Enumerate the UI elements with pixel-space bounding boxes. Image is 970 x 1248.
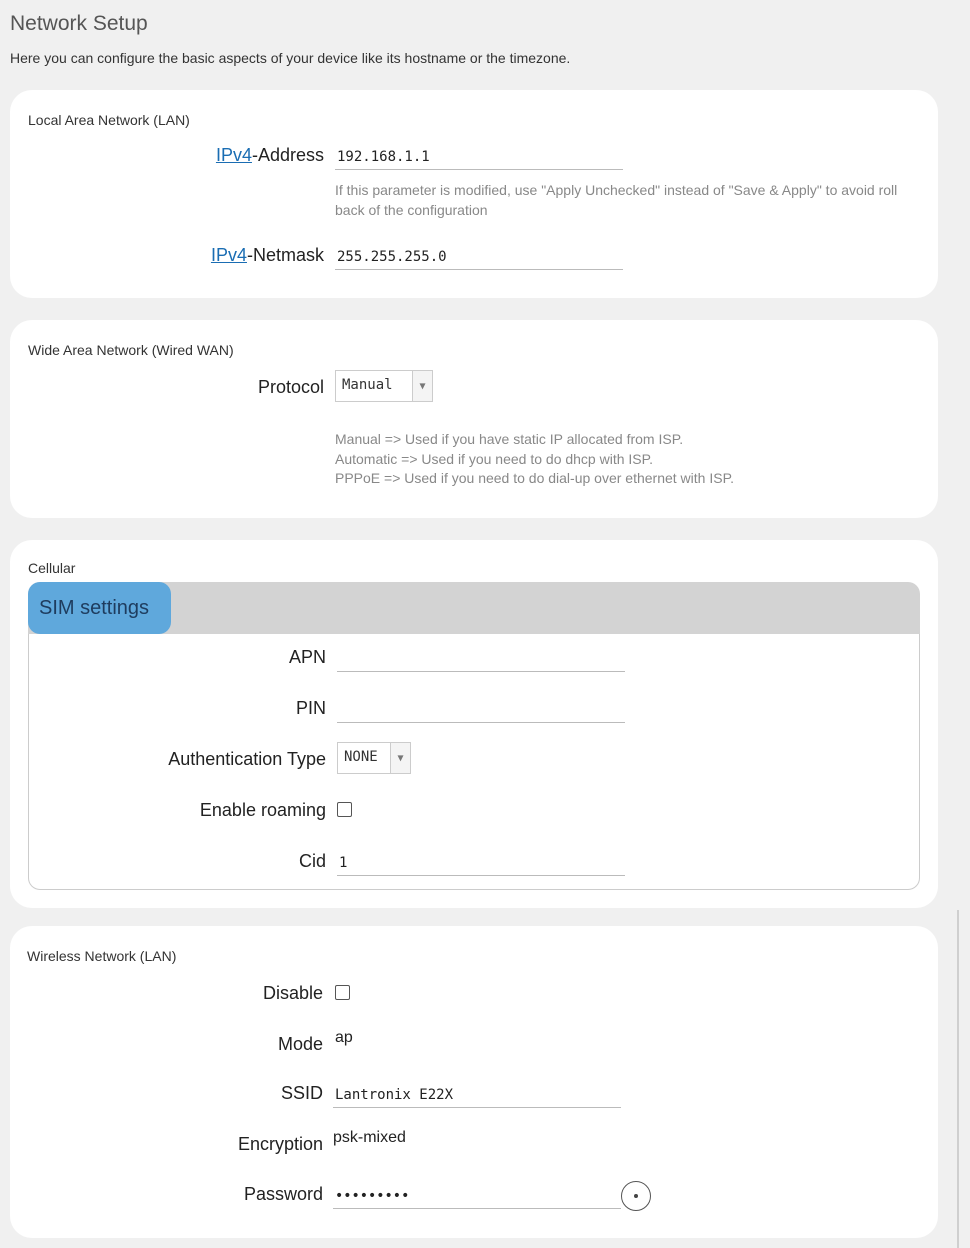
ipv4-address-row: [10, 140, 938, 170]
wan-card-title: Wide Area Network (Wired WAN): [28, 342, 234, 358]
cellular-tab-bar: [28, 582, 920, 634]
roaming-row: [10, 795, 938, 825]
reveal-password-button[interactable]: [621, 1181, 651, 1211]
lan-card: [10, 90, 938, 298]
encryption-value: psk-mixed: [333, 1129, 406, 1146]
ipv4-netmask-label-suffix: -Netmask: [246, 245, 324, 265]
ipv4-address-hint: If this parameter is modified, use "Apply Unchecked" instead of "Save & Apply" to avoid roll back of the configuration: [335, 182, 898, 218]
chevron-down-icon: ▼: [390, 743, 410, 773]
wan-card: [10, 320, 938, 518]
cid-label: Cid: [298, 851, 326, 871]
mode-value: ap: [335, 1029, 353, 1046]
protocol-select-value: Manual: [342, 377, 393, 393]
cellular-card: [10, 540, 938, 908]
ipv4-address-label-suffix: -Address: [251, 145, 324, 165]
ipv4-address-link[interactable]: IPv4: [215, 145, 252, 165]
ipv4-address-input[interactable]: [335, 144, 623, 170]
protocol-label: Protocol: [257, 377, 324, 397]
roaming-checkbox[interactable]: [337, 802, 352, 817]
pin-input[interactable]: [337, 697, 625, 723]
mode-label: Mode: [277, 1034, 323, 1054]
password-label: Password: [243, 1184, 323, 1204]
encryption-row: [10, 1129, 938, 1159]
ipv4-netmask-row: [10, 240, 938, 270]
disable-checkbox[interactable]: [335, 985, 350, 1000]
protocol-row: [10, 368, 938, 402]
tab-sim-settings[interactable]: SIM settings: [28, 582, 171, 634]
ipv4-netmask-input[interactable]: [335, 244, 623, 270]
disable-label: Disable: [262, 983, 323, 1003]
cid-row: [10, 846, 938, 876]
protocol-hint: [335, 430, 915, 489]
hint-pppoe: PPPoE => Used if you need to do dial-up over ethernet with ISP.: [335, 470, 734, 486]
ssid-row: [10, 1078, 938, 1108]
page-title: Network Setup: [10, 12, 148, 35]
scrollbar[interactable]: [957, 910, 959, 1248]
password-row: [10, 1179, 938, 1209]
disable-row: [10, 978, 938, 1008]
ipv4-netmask-link[interactable]: IPv4: [210, 245, 247, 265]
eye-icon: [634, 1194, 638, 1198]
lan-card-title: Local Area Network (LAN): [28, 112, 190, 128]
pin-label: PIN: [295, 698, 326, 718]
hint-automatic: Automatic => Used if you need to do dhcp with ISP.: [335, 450, 654, 467]
wireless-card: [10, 926, 938, 1238]
apn-input[interactable]: [337, 646, 625, 672]
auth-type-select-value: NONE: [344, 749, 378, 765]
apn-row: [10, 642, 938, 672]
mode-row: [10, 1029, 938, 1059]
protocol-select[interactable]: [335, 370, 433, 402]
auth-type-label: Authentication Type: [168, 749, 326, 769]
ipv4-netmask-label: [211, 245, 324, 266]
apn-label: APN: [288, 647, 326, 667]
chevron-down-icon: ▼: [412, 371, 432, 401]
ssid-label: SSID: [280, 1083, 323, 1103]
cid-input[interactable]: [337, 850, 625, 876]
ipv4-address-label: [216, 145, 324, 166]
hint-manual: Manual => Used if you have static IP allocated from ISP.: [335, 431, 684, 447]
roaming-label: Enable roaming: [199, 800, 326, 820]
page-description: Here you can configure the basic aspects of your device like its hostname or the timezone.: [10, 50, 571, 66]
auth-type-select[interactable]: [337, 742, 411, 774]
ssid-input[interactable]: [333, 1082, 621, 1108]
cellular-card-title: Cellular: [28, 560, 76, 576]
wireless-card-title: Wireless Network (LAN): [27, 948, 177, 964]
auth-type-row: [10, 740, 938, 774]
encryption-label: Encryption: [237, 1134, 323, 1154]
pin-row: [10, 693, 938, 723]
password-input[interactable]: •••••••••: [333, 1183, 621, 1209]
